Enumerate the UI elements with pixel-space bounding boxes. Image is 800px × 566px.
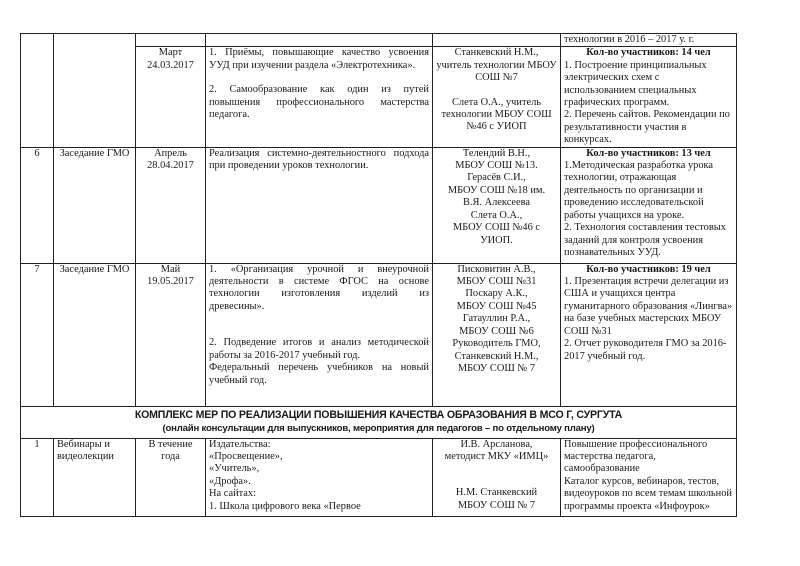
presenter-school: МБОУ СОШ №13. [455, 160, 538, 172]
cell-presenter-strip [433, 34, 561, 47]
cell-date-strip [136, 34, 206, 47]
section-banner [21, 406, 737, 438]
presenter: Герасёв С.И., [467, 172, 526, 184]
month: Май [160, 263, 181, 275]
participants-count: Кол-во участников: 13 чел [586, 147, 711, 159]
topic-item: Федеральный перечень учебников на новый учебный год. [209, 362, 429, 386]
presenter-school: УИОП. [480, 234, 513, 246]
topic-item: 2. Подведение итогов и анализ методической работы за 2016-2017 учебный год. [209, 337, 429, 361]
cell-num: 1 [21, 438, 54, 516]
cell-presenter [433, 438, 561, 516]
result-item: 2. Перечень сайтов. Рекомендации по результативности участия в конкурсах. [564, 109, 730, 146]
cell-topic [206, 438, 433, 516]
topic-line: «Дрофа». [209, 475, 251, 487]
cell-date [136, 147, 206, 263]
topic-line: «Учитель», [209, 463, 260, 475]
result-item: 1. Презентация встречи делегации из США и учащихся центра гуманитарного образования «Лингва» на базе учебных мастерских МБОУ СОШ №31 [564, 276, 733, 337]
result-item: Каталог курсов, вебинаров, тестов, видеоуроков по всем темам школьной программы проекта «Инфоурок» [564, 475, 732, 512]
presenter: Слета О.А., учитель технологии МБОУ СОШ №46 с УИОП [441, 96, 552, 133]
topic-line: Издательства: [209, 438, 271, 450]
cell-topic [206, 47, 433, 147]
presenter-role: методист МКУ «ИМЦ» [444, 451, 549, 463]
table-row-7 [21, 263, 737, 406]
cell-num: 6 [21, 147, 54, 263]
cell-result [561, 47, 737, 147]
result-text: технологии в 2016 – 2017 у. г. [564, 34, 695, 45]
presenter: Станкевский Н.М., учитель технологии МБОУ СОШ №7 [436, 47, 557, 84]
section-title: КОМПЛЕКС МЕР ПО РЕАЛИЗАЦИИ ПОВЫШЕНИЯ КАЧЕСТВА ОБРАЗОВАНИЯ В МСО Г, СУРГУТА [134, 408, 623, 421]
cell-date [136, 263, 206, 406]
presenter-school: МБОУ СОШ №31 [456, 276, 537, 288]
presenter-role: Руководитель ГМО, [452, 338, 541, 350]
presenter: Поскару А.К., [465, 288, 528, 300]
section-banner-row [21, 406, 737, 438]
topic-item: 1. Приёмы, повышающие качество усвоения УУД при изучении раздела «Электротехника». [209, 47, 429, 71]
presenter-school: МБОУ СОШ №45 [456, 300, 537, 312]
presenter-school: МБОУ СОШ №6 [459, 325, 534, 337]
presenter-school: МБОУ СОШ №18 им. [447, 184, 546, 196]
cell-date [136, 47, 206, 147]
date: 24.03.2017 [147, 59, 194, 71]
date-line: В течение [148, 438, 193, 450]
topic-item: Реализация системно-деятельностного подхода при проведении уроков технологии. [209, 147, 429, 172]
presenter: Слета О.А., [470, 209, 523, 221]
result-item: 1.Методическая разработка урока технологии, отражающая деятельность по организации и проведению исследовательской работы учащихся на уроке. [564, 160, 714, 221]
cell-topic [206, 147, 433, 263]
presenter-school: МБОУ СОШ №46 с [452, 222, 541, 234]
presenter: И.В. Арсланова, [460, 438, 533, 450]
month: Март [158, 47, 183, 59]
section-table-row-1 [21, 438, 737, 516]
cell-event: Заседание ГМО [54, 263, 136, 406]
result-item: 2. Технология составления тестовых заданий для контроля усвоения познавательных УУД. [564, 222, 726, 258]
topic-line: На сайтах: [209, 488, 256, 500]
section-subtitle: (онлайн консультации для выпускников, мероприятия для педагогов – по отдельному плану) [162, 422, 595, 434]
cell-num-continued [21, 34, 54, 148]
cell-presenter [433, 263, 561, 406]
participants-count: Кол-во участников: 14 чел [586, 47, 711, 59]
cell-result [561, 438, 737, 516]
result-item: Повышение профессионального мастерства педагога, самообразование [564, 438, 708, 475]
plan-table [20, 33, 737, 517]
cell-result [561, 147, 737, 263]
date-line: года [161, 451, 180, 463]
presenter-school: МБОУ СОШ № 7 [457, 362, 536, 374]
presenter-school: В.Я. Алексеева [462, 197, 531, 209]
cell-event-continued [54, 34, 136, 148]
cell-topic-strip [206, 34, 433, 47]
presenter: Гатауллин Р.А., [462, 313, 531, 325]
cell-result-strip [561, 34, 737, 47]
cell-date [136, 438, 206, 516]
cell-presenter [433, 147, 561, 263]
month: Апрель [154, 147, 187, 159]
date: 19.05.2017 [147, 276, 194, 288]
cell-event [54, 438, 136, 516]
topic-item: 2. Самообразование как один из путей повышения профессионального мастерства педагога. [209, 84, 429, 121]
topic-line: 1. Школа цифрового века «Первое [209, 500, 361, 512]
participants-count: Кол-во участников: 19 чел [586, 263, 711, 275]
event-line: видеолекции [57, 451, 114, 463]
presenter: Н.М. Станкевский [455, 487, 538, 499]
cell-topic [206, 263, 433, 406]
cell-result [561, 263, 737, 406]
date: 28.04.2017 [147, 160, 194, 172]
presenter-school: МБОУ СОШ № 7 [457, 499, 536, 511]
table-row-continued-strip [21, 34, 737, 47]
table-row-6 [21, 147, 737, 263]
presenter: Телендий В.Н., [462, 147, 531, 159]
cell-num: 7 [21, 263, 54, 406]
event-line: Вебинары и [57, 438, 110, 450]
topic-line: «Просвещение», [209, 451, 283, 463]
presenter: Писковитин А.В., [457, 263, 536, 275]
presenter: Станкевский Н.М., [454, 350, 539, 362]
result-item: 2. Отчет руководителя ГМО за 2016-2017 учебный год. [564, 338, 727, 362]
topic-item: 1. «Организация урочной и внеурочной деятельности в системе ФГОС на основе технологии изготовления изделий из древесины». [209, 263, 429, 312]
result-item: 1. Построение принципиальных электрических схем с использованием специальных графических программ. [564, 59, 707, 109]
cell-presenter [433, 47, 561, 147]
cell-event: Заседание ГМО [54, 147, 136, 263]
